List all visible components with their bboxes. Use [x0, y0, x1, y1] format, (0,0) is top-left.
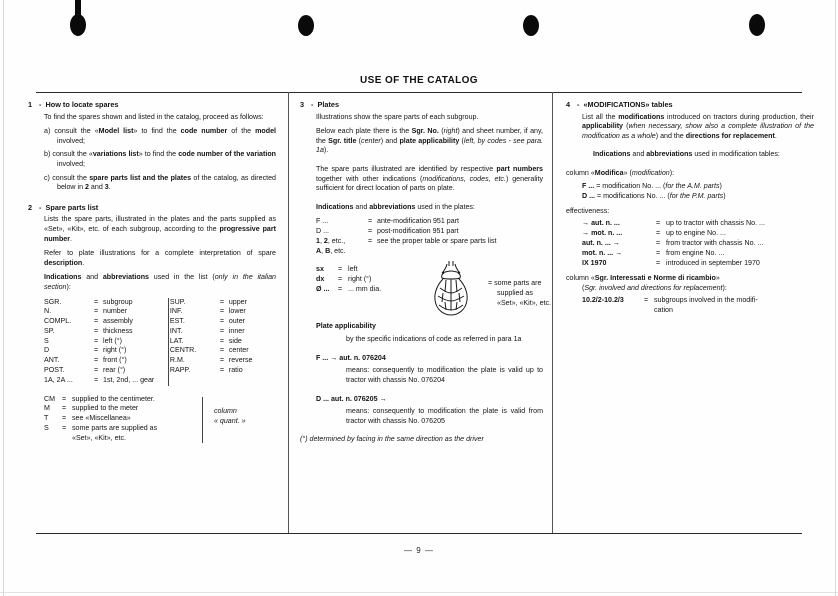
- effectiveness-row-1-equals: =: [656, 229, 661, 238]
- plate-applicability-text: by the specific indications of code as referred in para 1a: [346, 335, 522, 344]
- page-edge-left: [3, 0, 4, 596]
- effectiveness-row-0-value: up to tractor with chassis No. ...: [666, 219, 765, 228]
- quant-note-line-1: column: [214, 406, 237, 415]
- item-a-marker: a): [44, 127, 51, 136]
- sx-row-0-value: left: [348, 264, 358, 273]
- effectiveness-row-2: [582, 238, 814, 248]
- abbr-right-row-6-key: R.M.: [169, 356, 185, 365]
- section-1-item-b: [44, 150, 276, 169]
- plate-abbr-row-0-equals: =: [368, 217, 373, 226]
- abbr-right-row-1: [170, 307, 276, 317]
- quant-row-1-value: supplied to the meter: [72, 404, 139, 413]
- section-1-number: 1: [28, 100, 33, 109]
- abbr-left-row-2-key: COMPL.: [44, 317, 72, 326]
- abbr-left-row-8-equals: =: [94, 375, 99, 384]
- effectiveness-row-1: [582, 228, 814, 238]
- section-3-paragraph-1: Illustrations show the spare parts of each subgroup.: [316, 112, 479, 121]
- abbr-left-row-7-value: rear (°): [103, 366, 126, 375]
- abbr-left-row-7: [44, 366, 156, 376]
- abbr-left-row-3: [44, 327, 156, 337]
- degree-footnote: (°) determined by facing in the same direction as the driver: [300, 435, 484, 444]
- plate-abbr-row-1-equals: =: [368, 227, 373, 236]
- abbr-right-row-5: [170, 346, 276, 356]
- sgr-example-value: subgroups involved in the modifi-: [654, 296, 758, 305]
- effectiveness-row-3-equals: =: [656, 249, 661, 258]
- abbr-right-row-3: [170, 327, 276, 337]
- quant-row-2-value: see «Miscellanea»: [72, 414, 131, 423]
- abbr-left-row-3-value: thickness: [103, 326, 133, 335]
- plate-abbr-row-2-value: see the proper table or spare parts list: [377, 236, 497, 245]
- effectiveness-table: [582, 218, 814, 268]
- plate-abbr-row-2-equals: =: [368, 236, 373, 245]
- binding-hole-1-tail: [75, 0, 81, 18]
- effectiveness-row-2-equals: =: [656, 239, 661, 248]
- quant-row-2-equals: =: [62, 414, 67, 423]
- quant-row-0-key: CM: [44, 394, 56, 403]
- section-2-title: Spare parts list: [45, 202, 99, 212]
- effectiveness-row-0: [582, 218, 814, 228]
- sx-row-0-key: sx: [316, 264, 324, 273]
- abbr-left-row-3-key: SP.: [44, 326, 55, 335]
- abbr-right-row-0-value: upper: [228, 297, 247, 306]
- abbr-left-row-8-value: 1st, 2nd, ... gear: [103, 375, 155, 384]
- sx-row-2-value: ... mm dia.: [348, 284, 382, 293]
- abbr-right-row-5-equals: =: [219, 346, 224, 355]
- abbr-right-row-0-key: SUP.: [169, 297, 186, 306]
- sgr-example-continuation: cation: [654, 306, 673, 315]
- example-d-heading: D ... aut. n. 076205 →: [316, 394, 387, 403]
- section-4-dash: -: [577, 100, 580, 109]
- abbr-right-row-7-equals: =: [219, 366, 224, 375]
- abbr-left-row-2-equals: =: [94, 317, 99, 326]
- section-2-dash: -: [39, 202, 42, 212]
- abbr-right-row-1-equals: =: [219, 307, 224, 316]
- abbr-right-row-2-equals: =: [219, 317, 224, 326]
- effectiveness-row-3-key: mot. n. ... →: [582, 249, 623, 258]
- sgr-example-key: 10.2/2-10.2/3: [582, 296, 624, 305]
- abbr-left-row-4-key: S: [44, 336, 49, 345]
- abbr-left-row-1-value: number: [103, 307, 128, 316]
- section-2-heading: [28, 203, 276, 213]
- section-2-paragraph-1: Lists the spare parts, illustrated in the plates and the parts supplied as «Set», «Kit», etc. of each subgroup, according to the progressive part number.: [44, 215, 276, 243]
- parts-bag-icon: [420, 260, 482, 320]
- column-2: [300, 100, 552, 445]
- quant-note: [214, 406, 246, 426]
- abbr-right-row-5-key: CENTR.: [169, 346, 197, 355]
- header-rule: [36, 92, 802, 93]
- binding-hole-2: [298, 15, 314, 36]
- item-a-text: consult the «Model list» to find the code number of the model involved;: [54, 127, 276, 145]
- abbr-right-row-4: [170, 337, 276, 347]
- quant-row-continuation-text: «Set», «Kit», etc.: [72, 433, 127, 442]
- section-4-paragraph-2: Indications and abbreviations used in modification tables:: [593, 150, 780, 159]
- abbr-right-row-0: [170, 298, 276, 308]
- abbr-left-row-6-value: front (°): [103, 356, 127, 365]
- abbr-left-row-4: [44, 337, 156, 347]
- abbr-right-row-0-equals: =: [219, 297, 224, 306]
- column-divider-1: [288, 92, 289, 533]
- item-c-marker: c): [44, 173, 50, 182]
- section-4-paragraph-1: List all the modifications introduced on tractors during production, their applicability (when necessary, show also a complete illustration of the modification as a whole) and the directions for replacement.: [582, 112, 814, 140]
- column-modifica-label: column «Modifica» (modification):: [566, 168, 675, 177]
- page-title: USE OF THE CATALOG: [360, 75, 478, 86]
- quant-row-3-key: S: [44, 424, 49, 433]
- abbr-left-row-7-equals: =: [94, 366, 99, 375]
- quant-row-0-equals: =: [62, 394, 67, 403]
- quant-rows: [44, 395, 196, 434]
- example-f-heading: F ... → aut. n. 076204: [316, 353, 386, 362]
- page-number: — 9 —: [404, 546, 434, 555]
- effectiveness-row-0-equals: =: [656, 219, 661, 228]
- abbr-left-row-0: [44, 298, 156, 308]
- abbr-right-row-2: [170, 317, 276, 327]
- quant-row-2: [44, 414, 196, 424]
- quant-row-3-equals: =: [62, 424, 67, 433]
- effectiveness-row-4-key: IX 1970: [582, 259, 607, 268]
- abbr-left-row-6: [44, 356, 156, 366]
- section-4-heading: [566, 100, 814, 110]
- effectiveness-label: effectiveness:: [566, 206, 610, 215]
- abbr-right-row-2-key: EST.: [169, 317, 185, 326]
- abbr-left-row-0-equals: =: [94, 297, 99, 306]
- quant-table-divider: [202, 397, 203, 443]
- plate-applicability-title: Plate applicability: [316, 321, 376, 330]
- plate-abbr-row-3-key: A, B, etc.: [316, 246, 346, 255]
- abbr-right-row-1-key: INF.: [169, 307, 183, 316]
- abbr-right-row-5-value: center: [228, 346, 249, 355]
- abbr-right-row-6: [170, 356, 276, 366]
- abbr-left-row-1: [44, 307, 156, 317]
- abbr-left-row-8-key: 1A, 2A ...: [44, 375, 73, 384]
- effectiveness-row-4-value: introduced in september 1970: [666, 259, 760, 268]
- abbr-right-row-3-value: inner: [228, 326, 245, 335]
- abbr-left-row-0-key: SGR.: [44, 297, 62, 306]
- plate-abbr-row-1-key: D ...: [316, 227, 330, 236]
- sx-row-1-equals: =: [338, 274, 343, 283]
- modification-row-1: D ... = modifications No. ... (for the P.M. parts): [582, 191, 726, 200]
- abbr-right-row-7-value: ratio: [228, 366, 243, 375]
- modification-rows: [582, 181, 814, 201]
- abbr-left-row-6-key: ANT.: [44, 356, 60, 365]
- sx-rows: [316, 264, 408, 294]
- abbr-left-row-5-value: right (°): [103, 346, 127, 355]
- effectiveness-row-3: [582, 248, 814, 258]
- plate-abbr-row-0-value: ante-modification 951 part: [377, 217, 460, 226]
- page-edge-bottom: [0, 592, 838, 593]
- abbr-left-row-4-equals: =: [94, 336, 99, 345]
- footer-rule: [36, 533, 802, 534]
- section-3-paragraph-3: The spare parts illustrated are identified by respective part numbers together with other indications (modifications, codes, etc.) generality sufficient for direct location of parts on plate.: [316, 164, 543, 193]
- abbr-right-row-3-key: INT.: [169, 326, 183, 335]
- plate-abbr-rows: [316, 217, 543, 256]
- item-b-marker: b): [44, 150, 51, 159]
- abbr-left-row-4-value: left (°): [103, 336, 122, 345]
- sx-row-0-equals: =: [338, 264, 343, 273]
- sx-row-2: [316, 284, 408, 294]
- quant-row-0: [44, 395, 196, 405]
- sx-row-2-key: Ø ...: [316, 284, 330, 293]
- abbr-right-row-7-key: RAPP.: [169, 366, 191, 375]
- effectiveness-row-4-equals: =: [656, 259, 661, 268]
- quant-row-1: [44, 404, 196, 414]
- bag-text-line-2: supplied as: [497, 288, 533, 297]
- section-1-heading: [28, 100, 276, 110]
- sx-row-1-key: dx: [316, 274, 325, 283]
- page-edge-right: [835, 0, 836, 596]
- quant-row-1-equals: =: [62, 404, 67, 413]
- section-1-dash: -: [39, 100, 42, 109]
- bag-text-line-1: = some parts are: [488, 278, 542, 287]
- abbr-left-row-8: [44, 376, 156, 386]
- section-4-number: 4: [566, 100, 571, 109]
- abbr-left-row-5: [44, 346, 156, 356]
- plate-abbr-row-3-equals: [368, 247, 377, 257]
- plate-abbr-row-2: [316, 237, 543, 247]
- effectiveness-row-1-key: → mot. n. ...: [582, 229, 623, 238]
- plate-abbr-row-1: [316, 227, 543, 237]
- abbr-left-row-0-value: subgroup: [103, 297, 133, 306]
- abbr-left-row-5-key: D: [44, 346, 50, 355]
- sx-row-1: [316, 274, 408, 284]
- abbr-left-row-1-equals: =: [94, 307, 99, 316]
- section-3-heading: [300, 100, 543, 110]
- quant-row-continuation: [44, 434, 276, 444]
- section-2-paragraph-2: Refer to plate illustrations for a complete interpretation of spare description.: [44, 249, 276, 267]
- abbr-right-row-2-value: outer: [228, 317, 246, 326]
- section-1-item-c: [44, 174, 276, 193]
- plate-abbr-row-3-value: [377, 247, 543, 257]
- item-b-text: consult the «variations list» to find the code number of the variation involved;: [52, 150, 277, 168]
- abbr-right-row-7: [170, 366, 276, 376]
- sgr-example-row: [582, 295, 814, 305]
- abbr-column-left: [44, 298, 156, 386]
- section-1-intro: To find the spares shown and listed in the catalog, proceed as follows:: [44, 112, 264, 121]
- effectiveness-row-0-key: → aut. n. ...: [582, 219, 620, 228]
- section-3-paragraph-2: Below each plate there is the Sgr. No. (right) and sheet number, if any, the Sgr. title (center) and plate applicability (left, by codes - see para. 1a).: [316, 127, 543, 155]
- abbr-left-row-5-equals: =: [94, 346, 99, 355]
- quant-row-0-value: supplied to the centimeter.: [72, 394, 155, 403]
- section-1-title: How to locate spares: [45, 100, 119, 109]
- section-3-title: Plates: [317, 100, 339, 109]
- plate-abbr-row-0: [316, 217, 543, 227]
- abbr-right-row-1-value: lower: [228, 307, 246, 316]
- bag-description: [488, 278, 562, 308]
- effectiveness-row-4: [582, 258, 814, 268]
- plate-abbr-row-2-key: 1, 2, etc.,: [316, 236, 346, 245]
- plate-abbreviation-table: [316, 217, 543, 256]
- column-divider-2: [552, 92, 553, 533]
- example-f-body: means: consequently to modification the plate is valid up to tractor with chassis No. 076204: [346, 366, 543, 384]
- plate-abbr-row-3: [316, 247, 543, 257]
- sx-row-1-value: right (°): [348, 274, 372, 283]
- page-header: [0, 70, 838, 88]
- abbr-left-row-1-key: N.: [44, 307, 52, 316]
- abbr-right-row-4-key: LAT.: [169, 336, 184, 345]
- quantity-column-table: [44, 395, 276, 444]
- spare-parts-abbreviation-table: [44, 298, 276, 386]
- sgr-example-eq: =: [644, 296, 649, 305]
- column-3: [566, 100, 814, 315]
- column-1: [28, 100, 276, 444]
- binding-hole-4: [749, 14, 765, 36]
- plate-abbr-row-1-value: post-modification 951 part: [377, 227, 459, 236]
- abbr-right-row-3-equals: =: [219, 326, 224, 335]
- section-2-abbr-intro: Indications and abbreviations used in the list (only in the italian section):: [44, 273, 277, 291]
- item-c-text: consult the spare parts list and the plates of the catalog, as directed below in 2 and 3.: [52, 173, 276, 192]
- section-3-dash: -: [311, 100, 314, 109]
- sx-row-0: [316, 264, 408, 274]
- abbr-left-row-2-value: assembly: [103, 317, 133, 326]
- quant-row-1-key: M: [44, 404, 50, 413]
- abbr-right-row-4-value: side: [228, 336, 242, 345]
- abbr-left-row-6-equals: =: [94, 356, 99, 365]
- section-3-abbr-intro: Indications and abbreviations used in the plates:: [316, 202, 475, 211]
- effectiveness-row-3-value: from engine No. ...: [666, 249, 725, 258]
- abbr-column-right: [156, 298, 276, 386]
- column-sgr-label: column «Sgr. Interessati e Norme di ricambio»: [566, 274, 720, 283]
- effectiveness-row-2-key: aut. n. ... →: [582, 239, 620, 248]
- effectiveness-row-1-value: up to engine No. ...: [666, 229, 726, 238]
- plate-abbr-row-0-key: F ...: [316, 217, 329, 226]
- quant-row-3: [44, 424, 196, 434]
- quant-row-3-value: some parts are supplied as: [72, 424, 158, 433]
- section-1-item-a: [44, 127, 276, 146]
- abbr-right-row-4-equals: =: [219, 336, 224, 345]
- section-2-number: 2: [28, 202, 33, 212]
- sx-row-2-equals: =: [338, 284, 343, 293]
- abbr-left-row-3-equals: =: [94, 326, 99, 335]
- quant-note-line-2: « quant. »: [214, 416, 246, 425]
- abbr-left-row-2: [44, 317, 156, 327]
- abbr-left-row-7-key: POST.: [44, 366, 65, 375]
- bag-text-line-3: «Set», «Kit», etc.: [497, 298, 552, 307]
- modification-row-0: F ... = modification No. ... (for the A.M. parts): [582, 181, 722, 190]
- quant-row-2-key: T: [44, 414, 49, 423]
- example-d-body: means: consequently to modification the plate is valid from tractor with chassis No. 076205: [346, 407, 543, 425]
- section-3-number: 3: [300, 100, 305, 109]
- abbr-right-row-6-equals: =: [219, 356, 224, 365]
- abbr-right-row-6-value: reverse: [228, 356, 253, 365]
- abbr-table-divider: [168, 298, 169, 386]
- side-abbreviation-block: [316, 264, 552, 320]
- effectiveness-row-2-value: from tractor with chassis No. ...: [666, 239, 764, 248]
- section-4-title: «MODIFICATIONS» tables: [583, 100, 673, 109]
- column-sgr-sublabel: (Sgr. involved and directions for replacement):: [582, 283, 727, 292]
- binding-hole-3: [523, 15, 539, 36]
